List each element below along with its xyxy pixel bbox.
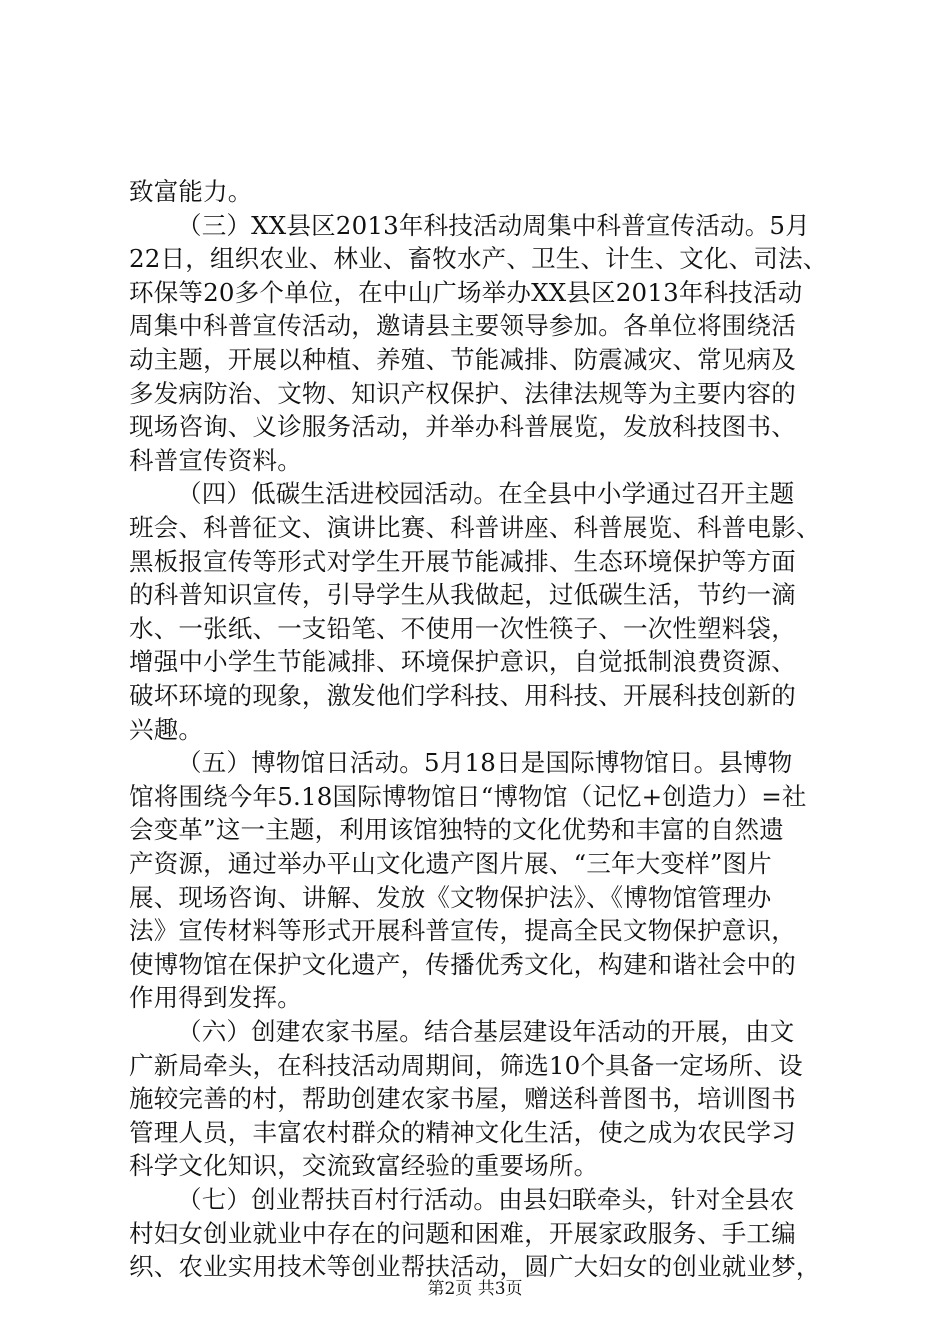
body-text-line: 动主题，开展以种植、养殖、节能减排、防震减灾、常见病及	[129, 345, 796, 374]
paragraph-heading-line: （七）创业帮扶百村行活动。由县妇联牵头，针对全县农	[177, 1185, 795, 1214]
body-text-line: 馆将围绕今年5.18国际博物馆日“博物馆（记忆+创造力）=社	[129, 781, 807, 811]
body-text-line: 多发病防治、文物、知识产权保护、法律法规等为主要内容的	[129, 378, 796, 408]
body-text-line: 的科普知识宣传，引导学生从我做起，过低碳生活，节约一滴	[129, 580, 796, 610]
body-text-line: 现场咨询、义诊服务活动，并举办科普展览，发放科技图书、	[129, 412, 796, 442]
body-text-line: 致富能力。	[129, 177, 253, 206]
body-text-line: 使博物馆在保护文化遗产，传播优秀文化，构建和谐社会中的	[129, 949, 796, 979]
paragraph-heading-line: （五）博物馆日活动。5月18日是国际博物馆日。县博物	[177, 748, 793, 778]
body-text-line: 织、农业实用技术等创业帮扶活动，圆广大妇女的创业就业梦，	[129, 1252, 821, 1282]
paragraph-heading-line: （三）XX县区2013年科技活动周集中科普宣传活动。5月	[177, 210, 810, 240]
body-text-line: 22日，组织农业、林业、畜牧水产、卫生、计生、文化、司法、	[129, 244, 828, 274]
body-text-line: 破坏环境的现象，激发他们学科技、用科技、开展科技创新的	[129, 681, 796, 710]
body-text-line: 管理人员，丰富农村群众的精神文化生活，使之成为农民学习	[129, 1117, 796, 1147]
body-text-line: 展、现场咨询、讲解、发放《文物保护法》、《博物馆管理办	[129, 882, 772, 912]
body-text-line: 法》宣传材料等形式开展科普宣传，提高全民文物保护意识，	[129, 916, 796, 946]
body-text-line: 科普宣传资料。	[129, 445, 302, 475]
body-text-line: 班会、科普征文、演讲比赛、科普讲座、科普展览、科普电影、	[129, 513, 821, 542]
paragraph-heading-line: （六）创建农家书屋。结合基层建设年活动的开展，由文	[177, 1017, 795, 1046]
body-text-line: 水、一张纸、一支铅笔、不使用一次性筷子、一次性塑料袋，	[129, 613, 796, 643]
paragraph-heading-line: （四）低碳生活进校园活动。在全县中小学通过召开主题	[177, 479, 795, 509]
body-text-line: 会变革”这一主题，利用该馆独特的文化优势和丰富的自然遗	[129, 815, 784, 845]
body-text-line: 周集中科普宣传活动，邀请县主要领导参加。各单位将围绕活	[129, 311, 796, 341]
body-text-line: 兴趣。	[129, 714, 204, 744]
body-text-line: 施较完善的村，帮助创建农家书屋，赠送科普图书，培训图书	[129, 1084, 796, 1114]
body-text-line: 增强中小学生节能减排、环境保护意识，自觉抵制浪费资源、	[129, 647, 796, 677]
body-text-line: 产资源，通过举办平山文化遗产图片展、“三年大变样”图片	[129, 849, 772, 878]
body-text-line: 广新局牵头，在科技活动周期间，筛选10个具备一定场所、设	[129, 1050, 803, 1080]
body-text-line: 黑板报宣传等形式对学生开展节能减排、生态环境保护等方面	[129, 546, 796, 576]
body-text-line: 科学文化知识，交流致富经验的重要场所。	[129, 1151, 599, 1181]
body-text-line: 作用得到发挥。	[129, 983, 302, 1013]
body-text-line: 村妇女创业就业中存在的问题和困难，开展家政服务、手工编	[129, 1218, 796, 1248]
body-text-line: 环保等20多个单位，在中山广场举办XX县区2013年科技活动	[129, 277, 803, 307]
page-footer: 第2页 共3页	[427, 1279, 523, 1299]
